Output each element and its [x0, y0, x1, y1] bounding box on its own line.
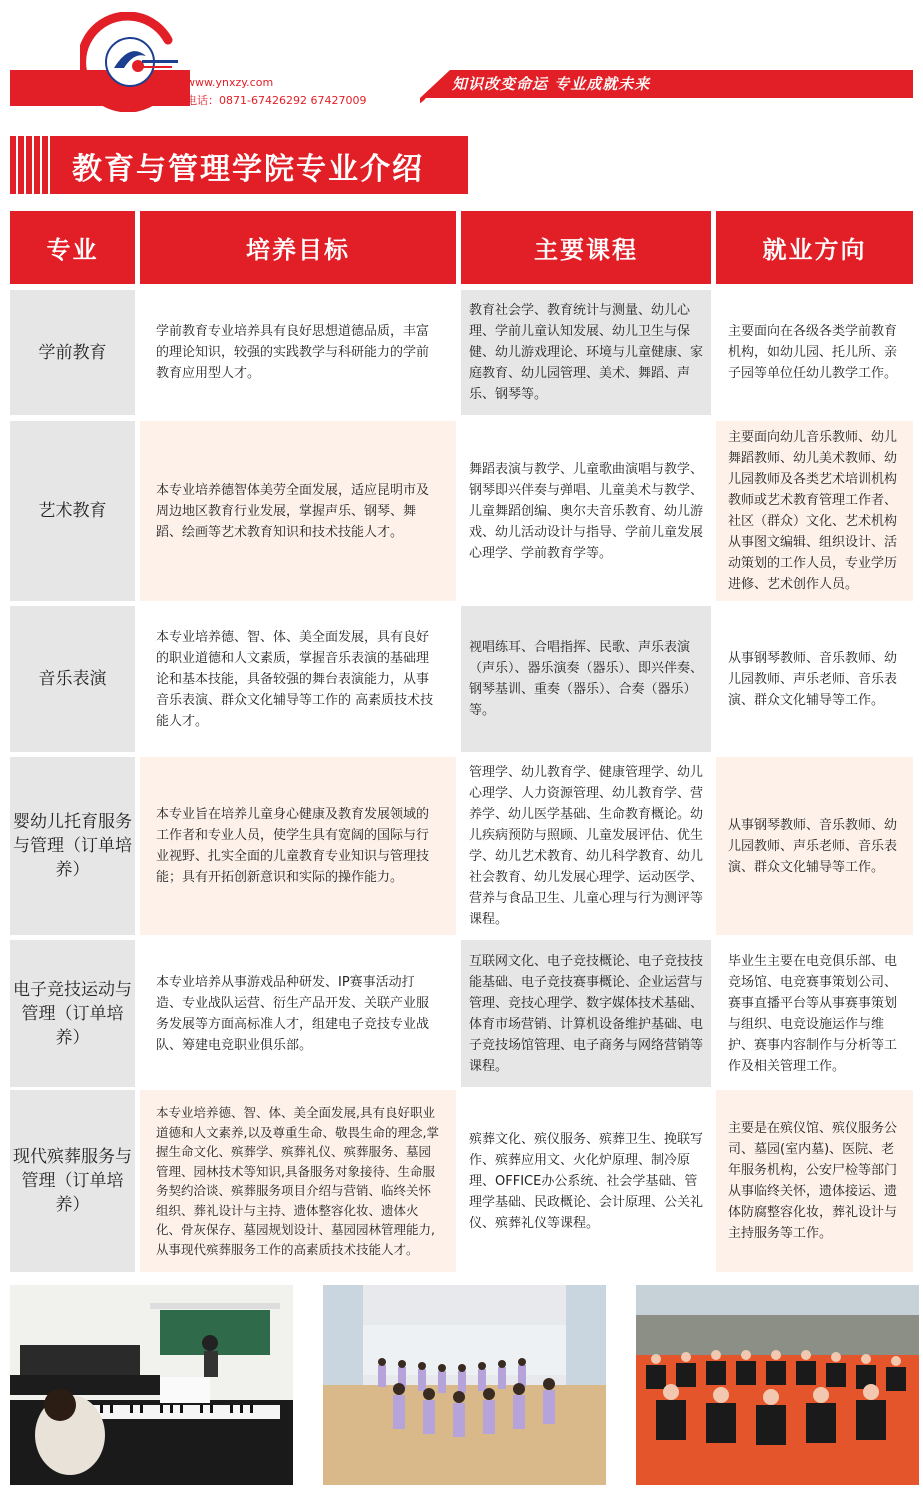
website-text: www.ynxzy.com: [186, 76, 274, 89]
major-name: 学前教育: [38, 342, 107, 363]
goal-text: 本专业培养从事游戏品种研发、IP赛事活动打造、专业战队运营、衍生产品开发、关联产业服务发展等方面高标准人才，组建电子竞技专业战队、筹建电竞职业俱乐部。: [156, 974, 430, 1053]
column-header-course: 主要课程: [461, 211, 711, 284]
table-row-major: [10, 421, 135, 601]
page-title: 教育与管理学院专业介绍: [72, 152, 424, 187]
slogan-text: 知识改变命运 专业成就未来: [452, 75, 651, 93]
goal-text: 学前教育专业培养具有良好思想道德品质，丰富的理论知识，较强的实践教学与科研能力的学前教育应用型人才。: [156, 324, 430, 381]
course-text: 视唱练耳、合唱指挥、民歌、声乐表演（声乐）、器乐演奏（器乐）、即兴伴奏、钢琴基训、重奏（器乐）、合奏（器乐）等。: [469, 640, 704, 718]
major-name: 艺术教育: [38, 501, 107, 521]
major-name: 电子竞技运动与管理（订单培养）: [13, 979, 132, 1048]
job-text: 主要面向在各级各类学前教育机构，如幼儿园、托儿所、亲子园等单位任幼儿教学工作。: [728, 324, 898, 381]
table-row-course: [461, 606, 711, 752]
column-header-major: 专业: [10, 211, 135, 284]
dance-practice-photo: [323, 1285, 606, 1485]
phone-text: 电话：0871-67426292 67427009: [186, 94, 367, 107]
table-row-goal: [140, 757, 456, 935]
course-text: 互联网文化、电子竞技概论、电子竞技技能基础、电子竞技赛事概论、企业运营与管理、竞技心理学、数字媒体技术基础、体育市场营销、计算机设备维护基础、电子竞技场馆管理、电子商务与网络营销等课程。: [469, 953, 704, 1074]
table-row-goal: [140, 290, 456, 415]
job-text: 毕业生主要在电竞俱乐部、电竞场馆、电竞赛事策划公司、赛事直播平台等从事赛事策划与组织、电竞设施运作与维护、赛事内容制作与分析等工作及相关管理工作。: [728, 953, 898, 1074]
table-row-major: [10, 940, 135, 1087]
table-row-major: [10, 606, 135, 752]
table-row-goal: [140, 421, 456, 601]
major-name: 现代殡葬服务与管理（订单培养）: [13, 1147, 132, 1215]
page-header: [0, 0, 923, 120]
course-text: 教育社会学、教育统计与测量、幼儿心理、学前儿童认知发展、幼儿卫生与保健、幼儿游戏理论、环境与儿童健康、家庭教育、幼儿园管理、美术、舞蹈、声乐、钢琴等。: [469, 303, 704, 402]
piano-classroom-photo: [10, 1285, 293, 1485]
major-name: 婴幼儿托育服务与管理（订单培养）: [13, 812, 132, 880]
goal-text: 本专业培养德、智、体、美全面发展,具有良好职业道德和人文素养,以及尊重生命、敬畏生命的理念,掌握生命文化、殡葬学、殡葬礼仪、殡葬服务、墓园管理、园林技术等知识,具备服务对象接待、生命服务契约洽谈、殡葬服务项目介绍与营销、临终关怀组织、葬礼设计与主持、遗体整容化妆、遗体火化、骨灰保存、墓园规划设计、墓园园林管理能力,从事现代殡葬服务工作的高素质技术技能人才。: [156, 1105, 439, 1257]
table-row-goal: [140, 1090, 456, 1272]
column-header-goal: 培养目标: [140, 211, 456, 284]
course-text: 管理学、幼儿教育学、健康管理学、幼儿心理学、人力资源管理、幼儿教育学、营养学、幼儿医学基础、生命教育概论。幼儿疾病预防与照顾、儿童发展评估、优生学、幼儿艺术教育、幼儿科学教育、幼儿社会教育、幼儿发展心理学、运动医学、营养与食品卫生、儿童心理与行为测评等课程。: [469, 765, 704, 927]
table-row-course: [461, 757, 711, 935]
table-row-goal: [140, 606, 456, 752]
table-row-job: [716, 757, 913, 935]
table-row-job: [716, 290, 913, 415]
table-row-job: [716, 1090, 913, 1272]
table-row-course: [461, 290, 711, 415]
table-row-goal: [140, 940, 456, 1087]
course-text: 殡葬文化、殡仪服务、殡葬卫生、挽联写作、殡葬应用文、火化炉原理、制冷原理、OFFICE办公系统、社会学基础、管理学基础、民政概论、会计原理、公关礼仪、殡葬礼仪等课程。: [469, 1131, 704, 1231]
goal-text: 本专业旨在培养儿童身心健康及教育发展领域的工作者和专业人员，使学生具有宽阔的国际与行业视野、扎实全面的儿童教育专业知识与管理技能；具有开拓创新意识和实际的操作能力。: [156, 807, 430, 885]
table-row-job: [716, 606, 913, 752]
table-row-major: [10, 290, 135, 415]
job-text: 主要面向幼儿音乐教师、幼儿舞蹈教师、幼儿美术教师、幼儿园教师及各类艺术培训机构教师或艺术教育管理工作者、社区（群众）文化、艺术机构从事图文编辑、组织设计、活动策划的工作人员，专业学历进修、艺术创作人员。: [728, 430, 898, 592]
table-row-course: [461, 940, 711, 1087]
outdoor-yoga-photo: [636, 1285, 919, 1485]
goal-text: 本专业培养德、智、体、美全面发展，具有良好的职业道德和人文素质，掌握音乐表演的基础理论和基本技能，具备较强的舞台表演能力，从事音乐表演、群众文化辅导等工作的 高素质技术技能人才。: [156, 629, 434, 729]
job-text: 从事钢琴教师、音乐教师、幼儿园教师、声乐老师、音乐表演、群众文化辅导等工作。: [728, 650, 898, 708]
column-header-job: 就业方向: [716, 211, 913, 284]
major-name: 音乐表演: [38, 669, 107, 689]
table-row-major: [10, 757, 135, 935]
goal-text: 本专业培养德智体美劳全面发展，适应昆明市及周边地区教育行业发展，掌握声乐、钢琴、舞蹈、绘画等艺术教育知识和技术技能人才。: [156, 482, 430, 540]
course-text: 舞蹈表演与教学、儿童歌曲演唱与教学、 钢琴即兴伴奏与弹唱、儿童美术与教学、儿童舞蹈创编、奥尔夫音乐教育、幼儿游戏、幼儿活动设计与指导、学前儿童发展心理学、学前教育学等。: [469, 461, 704, 561]
table-row-job: [716, 940, 913, 1087]
table-row-major: [10, 1090, 135, 1272]
job-text: 主要是在殡仪馆、殡仪服务公司、墓园(室内墓)、医院、老年服务机构，公安尸检等部门从事临终关怀，遗体接运、遗体防腐整容化妆，葬礼设计与主持服务等工作。: [728, 1121, 898, 1241]
table-row-course: [461, 421, 711, 601]
job-text: 从事钢琴教师、音乐教师、幼儿园教师、声乐老师、音乐表演、群众文化辅导等工作。: [728, 817, 898, 875]
college-logo-icon: [80, 12, 180, 112]
table-row-course: [461, 1090, 711, 1272]
table-row-job: [716, 421, 913, 601]
title-stripe-decoration: [10, 136, 56, 194]
